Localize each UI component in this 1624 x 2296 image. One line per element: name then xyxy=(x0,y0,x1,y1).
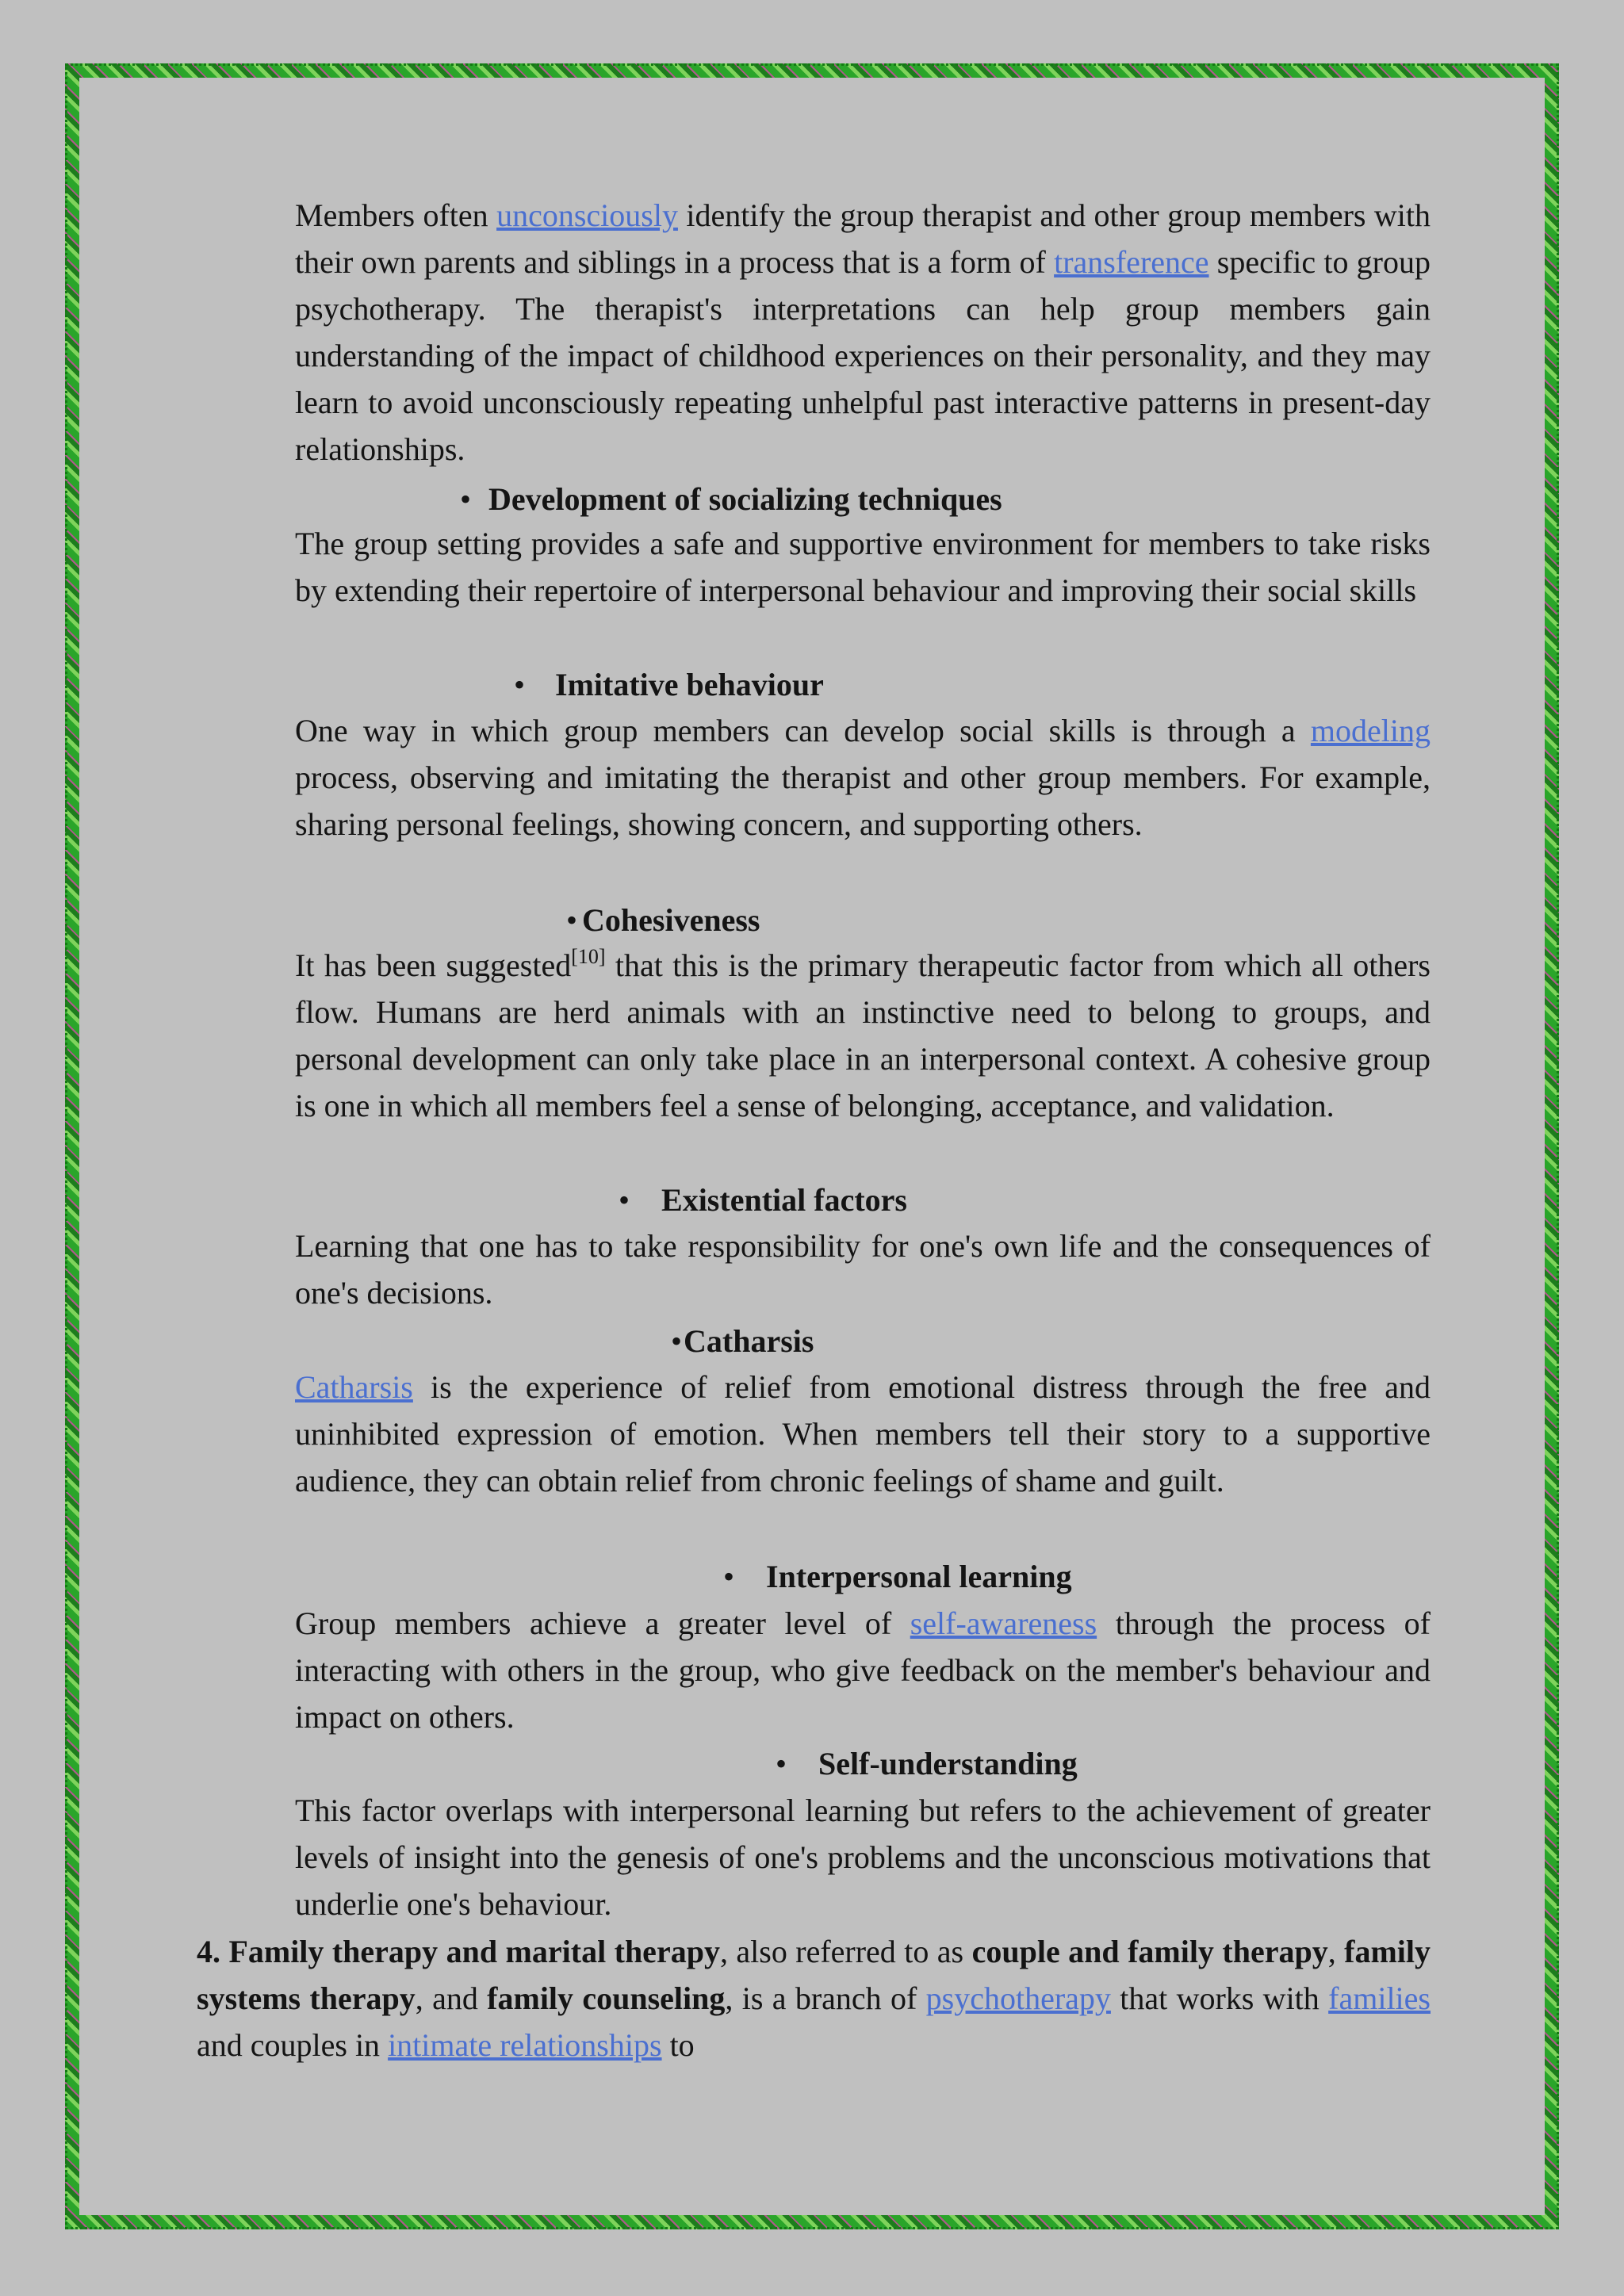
paragraph-transference: Members often unconsciously identify the group therapist and other group members with their own parents and siblings in a process that is a form of transference specific to group psychotherapy. The therapist's interpretations can help group members gain understanding of the impact of childhood experiences on their personality, and they may learn to avoid unconsciously repeating unhelpful past interactive patterns in present-day relationships. xyxy=(295,197,1431,467)
link-modeling[interactable]: modeling xyxy=(1310,713,1431,748)
link-families[interactable]: families xyxy=(1328,1980,1431,2016)
paragraph-cohesiveness: It has been suggested[10] that this is the primary therapeutic factor from which all others flow. Humans are herd animals with an instinctive need to belong to groups, and personal development can only take place in an interpersonal context. A cohesive group is one in which all members feel a sense of belonging, acceptance, and validation. xyxy=(295,945,1431,1123)
link-psychotherapy[interactable]: psychotherapy xyxy=(925,1980,1111,2016)
paragraph-interpersonal: Group members achieve a greater level of self-awareness through the process of interacting with others in the group, who give feedback on the member's behaviour and impact on others. xyxy=(295,1605,1431,1735)
heading-self-understanding: • Self-understanding xyxy=(776,1746,1078,1781)
link-transference[interactable]: transference xyxy=(1054,244,1209,280)
paragraph-catharsis: Catharsis is the experience of relief from emotional distress through the free and uninhibited expression of emotion. When members tell their story to a supportive audience, they can obtain relief from chronic feelings of shame and guilt. xyxy=(295,1369,1431,1498)
heading-cohesiveness: • Cohesiveness xyxy=(566,902,760,938)
link-unconsciously[interactable]: unconsciously xyxy=(496,197,678,233)
heading-catharsis: •Catharsis xyxy=(671,1323,814,1359)
heading-imitative: • Imitative behaviour xyxy=(514,667,824,702)
heading-socializing: • Development of socializing techniques xyxy=(460,481,1002,517)
heading-existential: • Existential factors xyxy=(619,1182,907,1218)
citation: [10] xyxy=(571,945,606,968)
paragraph-existential: Learning that one has to take responsibility for one's own life and the consequences of one's decisions. xyxy=(295,1228,1431,1311)
paragraph-self-understanding: This factor overlaps with interpersonal learning but refers to the achievement of greater levels of insight into the genesis of one's problems and the unconscious motivations that underlie one's behaviour. xyxy=(295,1793,1431,1922)
paragraph-socializing: The group setting provides a safe and supportive environment for members to take risks by extending their repertoire of interpersonal behaviour and improving their social skills xyxy=(295,526,1431,608)
link-intimate-relationships[interactable]: intimate relationships xyxy=(388,2027,662,2063)
paragraph-imitative: One way in which group members can develop social skills is through a modeling process, observing and imitating the therapist and other group members. For example, sharing personal feelings, showing concern, and supporting others. xyxy=(295,713,1431,842)
link-self-awareness[interactable]: self-awareness xyxy=(910,1605,1097,1641)
link-catharsis[interactable]: Catharsis xyxy=(295,1369,413,1405)
heading-interpersonal: • Interpersonal learning xyxy=(723,1559,1072,1594)
paragraph-family-therapy: 4. Family therapy and marital therapy, also referred to as couple and family therapy, family systems therapy, and family counseling, is a branch of psychotherapy that works with families and couples in intimate relationships to xyxy=(197,1934,1431,2063)
